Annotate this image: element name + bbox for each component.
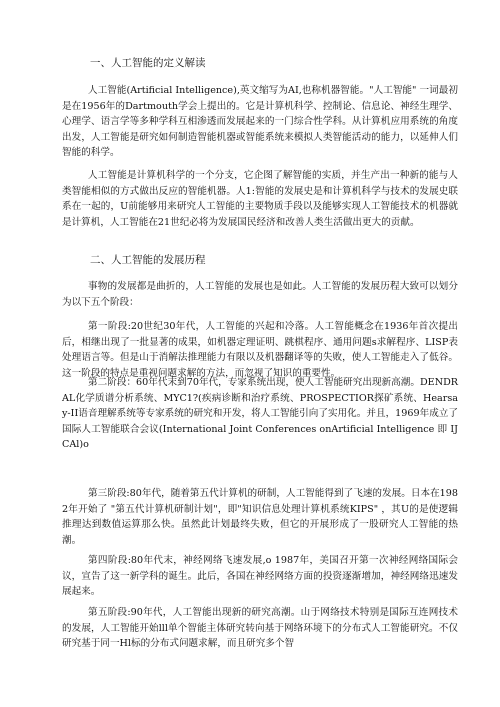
paragraph-stage-five: 第五阶段:90年代，人工智能出现新的研究高潮。山于网络技术特别是国际互连网技术的发展，人工智能开始lll单个智能主体研究转向基于网络环境下的分布式人工智能研究。不仅研究基于同一Hl标的分布式问题求解，而且研究多个智 [62, 607, 458, 650]
paragraph-definition-branch: 人工智能是计算机科学的一个分支，它企图了解智能的实质，并生产出一种新的能与人类智能相似的方式做出反应的智能机器。人1:智能的发展史是和计算机科学与技术的发展史联系在一起的，U前能够用来研究人工智能的主要物质手段以及能够实现人工智能技术的机器就是计算机，人工智能在21世纪必将为发展国民经济和改善人类生活做出更大的贡献。 [62, 170, 458, 228]
paragraph-stage-four: 第四阶段:80年代末，神经网络飞速发展,o 1987年，美国召开第一次神经网络国际会议，宣告了这一新学科的诞生。此后，各国在神经网络方面的投资逐渐增加，神经网络迅速发展起来。 [62, 555, 458, 598]
paragraph-definition-origin: 人工智能(Artificial Intelligence),英文缩写为AI,也称机器智能。"人工智能" 一词最初是在1956年的Dartmouth学会上提出的。它是计算机科学、控制论、信息论、神经生理学、心理学、语言学等多种学科互相渗透而发展起来的一门综合性学科。从计算机应用系统的角度出发，人工智能是研究如何制造智能机器或智能系统来模拟人类智能活动的能力，以延伸人们智能的科学。 [62, 85, 458, 159]
section-heading-history: 二、人工智能的发展历程 [90, 254, 206, 266]
paragraph-history-intro: 事物的发展都是曲折的，人工智能的发展也是如此。人工智能的发展历程大致可以划分为以下五个阶段： [62, 281, 458, 308]
section-heading-definition: 一、人工智能的定义解读 [90, 57, 206, 69]
paragraph-stage-two: 第二阶段：60年代末到70年代，专家系统出现，使人工智能研究出现新高潮。DENDRAL化学质谱分析系统、MYC1?(疾病诊断和治疗系统、PROSPECTIOR探矿系统、Hearsay-II语音理解系统等专家系统的研究和开发，将人工智能引向了实用化。并且，1969年成立了国际人工智能联合会议(International Joint Conferences onArtificial Intelligence 即 IJCAl)o [62, 377, 458, 451]
paragraph-stage-three: 第三阶段:80年代，随着第五代计算机的研制，人工智能得到了飞速的发展。日本在1982年开始了 "第五代计算机研制计划"，即"知识信息处理计算机系统KIPS" ，其U的是使逻辑推理达到数值运算那么快。虽然此计划最终失败，但它的开展形成了一股研究人工智能的热潮。 [62, 488, 458, 546]
paragraph-stage-one: 第一阶段:20世纪30年代，人工智能的兴起和冷落。人工智能概念在1936年首次提出后，相继出现了一批显著的成果，如机器定理证明、跳棋程序、通用问题s求解程序、LISP表处理语言等。但是山于消解法推理能力有限以及机器翻译等的失败，使人工智能走入了低谷。这一阶段的特点是重视问题求解的方法，而忽视了知识的重要性。 [62, 321, 458, 379]
